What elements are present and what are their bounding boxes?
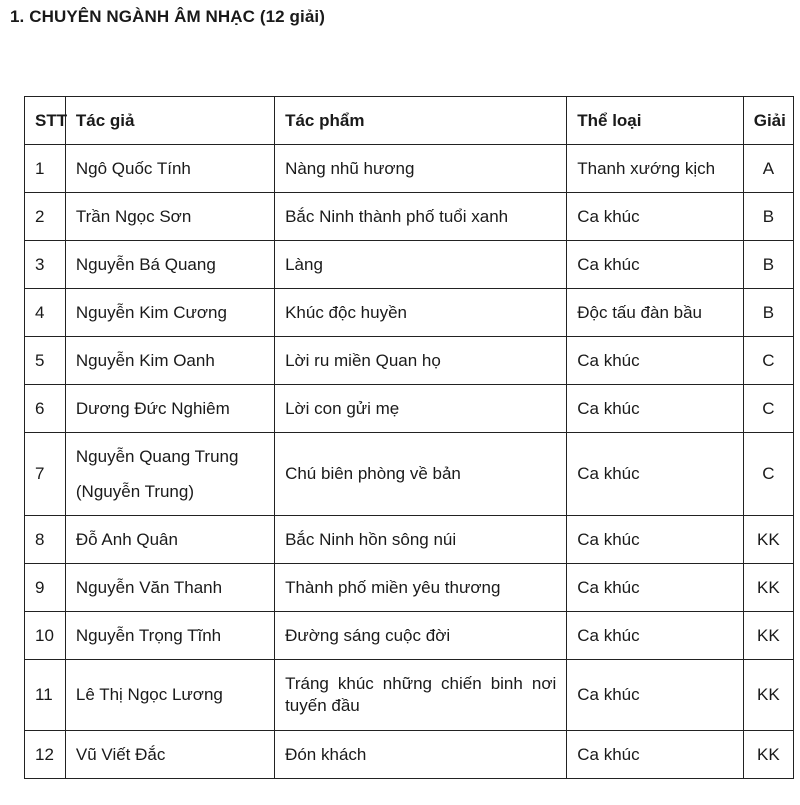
table-row (25, 385, 794, 433)
cell-prize: KK (743, 731, 793, 779)
author-alias-line: (Nguyễn Trung) (75, 482, 195, 501)
cell-work: Làng (275, 241, 567, 289)
table-row (25, 145, 794, 193)
cell-work: Chú biên phòng về bản (275, 433, 567, 516)
cell-genre: Thanh xướng kịch (567, 145, 743, 193)
cell-work: Tráng khúc những chiến binh nơi tuyến đầu (275, 660, 567, 731)
section-heading: 1. CHUYÊN NGÀNH ÂM NHẠC (12 giải) (10, 7, 325, 26)
cell-genre: Độc tấu đàn bầu (567, 289, 743, 337)
cell-stt: 10 (25, 612, 66, 660)
table-header-row (25, 97, 794, 145)
cell-work: Lời con gửi mẹ (275, 385, 567, 433)
cell-work: Đón khách (275, 731, 567, 779)
header-stt: STT (25, 97, 66, 145)
cell-stt: 4 (25, 289, 66, 337)
header-author: Tác giả (65, 97, 274, 145)
cell-author: Vũ Viết Đắc (65, 731, 274, 779)
cell-author: Nguyễn Kim Cương (65, 289, 274, 337)
cell-genre: Ca khúc (567, 433, 743, 516)
cell-prize: A (743, 145, 793, 193)
cell-work: Thành phố miền yêu thương (275, 564, 567, 612)
cell-author: Nguyễn Bá Quang (65, 241, 274, 289)
table-row (25, 193, 794, 241)
cell-work: Khúc độc huyền (275, 289, 567, 337)
cell-author: Nguyễn Trọng Tĩnh (65, 612, 274, 660)
cell-genre: Ca khúc (567, 564, 743, 612)
cell-author: Nguyễn Kim Oanh (65, 337, 274, 385)
table-row (25, 289, 794, 337)
cell-stt: 12 (25, 731, 66, 779)
cell-author: Ngô Quốc Tính (65, 145, 274, 193)
cell-prize: KK (743, 612, 793, 660)
cell-author: Lê Thị Ngọc Lương (65, 660, 274, 731)
author-name-line: Nguyễn Quang Trung (75, 447, 239, 466)
cell-genre: Ca khúc (567, 193, 743, 241)
cell-prize: B (743, 193, 793, 241)
cell-genre: Ca khúc (567, 241, 743, 289)
cell-prize: B (743, 241, 793, 289)
cell-genre: Ca khúc (567, 516, 743, 564)
cell-author: Dương Đức Nghiêm (65, 385, 274, 433)
cell-author: Trần Ngọc Sơn (65, 193, 274, 241)
header-work: Tác phẩm (275, 97, 567, 145)
cell-work: Lời ru miền Quan họ (275, 337, 567, 385)
cell-prize: KK (743, 660, 793, 731)
table-row (25, 433, 794, 516)
cell-author: Nguyễn Văn Thanh (65, 564, 274, 612)
table-row (25, 564, 794, 612)
cell-genre: Ca khúc (567, 385, 743, 433)
cell-genre: Ca khúc (567, 731, 743, 779)
cell-prize: B (743, 289, 793, 337)
cell-work: Đường sáng cuộc đời (275, 612, 567, 660)
cell-work: Nàng nhũ hương (275, 145, 567, 193)
cell-stt: 1 (25, 145, 66, 193)
table-row (25, 660, 794, 731)
cell-stt: 2 (25, 193, 66, 241)
cell-stt: 6 (25, 385, 66, 433)
cell-prize: KK (743, 516, 793, 564)
table-row (25, 731, 794, 779)
cell-prize: KK (743, 564, 793, 612)
cell-prize: C (743, 385, 793, 433)
cell-author (65, 433, 274, 516)
table-row (25, 241, 794, 289)
awards-table (24, 96, 794, 779)
cell-prize: C (743, 337, 793, 385)
cell-prize: C (743, 433, 793, 516)
header-genre: Thể loại (567, 97, 743, 145)
table-row (25, 337, 794, 385)
cell-genre: Ca khúc (567, 337, 743, 385)
cell-genre: Ca khúc (567, 612, 743, 660)
cell-stt: 7 (25, 433, 66, 516)
cell-stt: 11 (25, 660, 66, 731)
cell-stt: 9 (25, 564, 66, 612)
header-prize: Giải (743, 97, 793, 145)
cell-work: Bắc Ninh hồn sông núi (275, 516, 567, 564)
table-row (25, 516, 794, 564)
cell-stt: 8 (25, 516, 66, 564)
cell-work: Bắc Ninh thành phố tuổi xanh (275, 193, 567, 241)
cell-stt: 5 (25, 337, 66, 385)
table-row (25, 612, 794, 660)
cell-genre: Ca khúc (567, 660, 743, 731)
cell-author: Đỗ Anh Quân (65, 516, 274, 564)
cell-stt: 3 (25, 241, 66, 289)
